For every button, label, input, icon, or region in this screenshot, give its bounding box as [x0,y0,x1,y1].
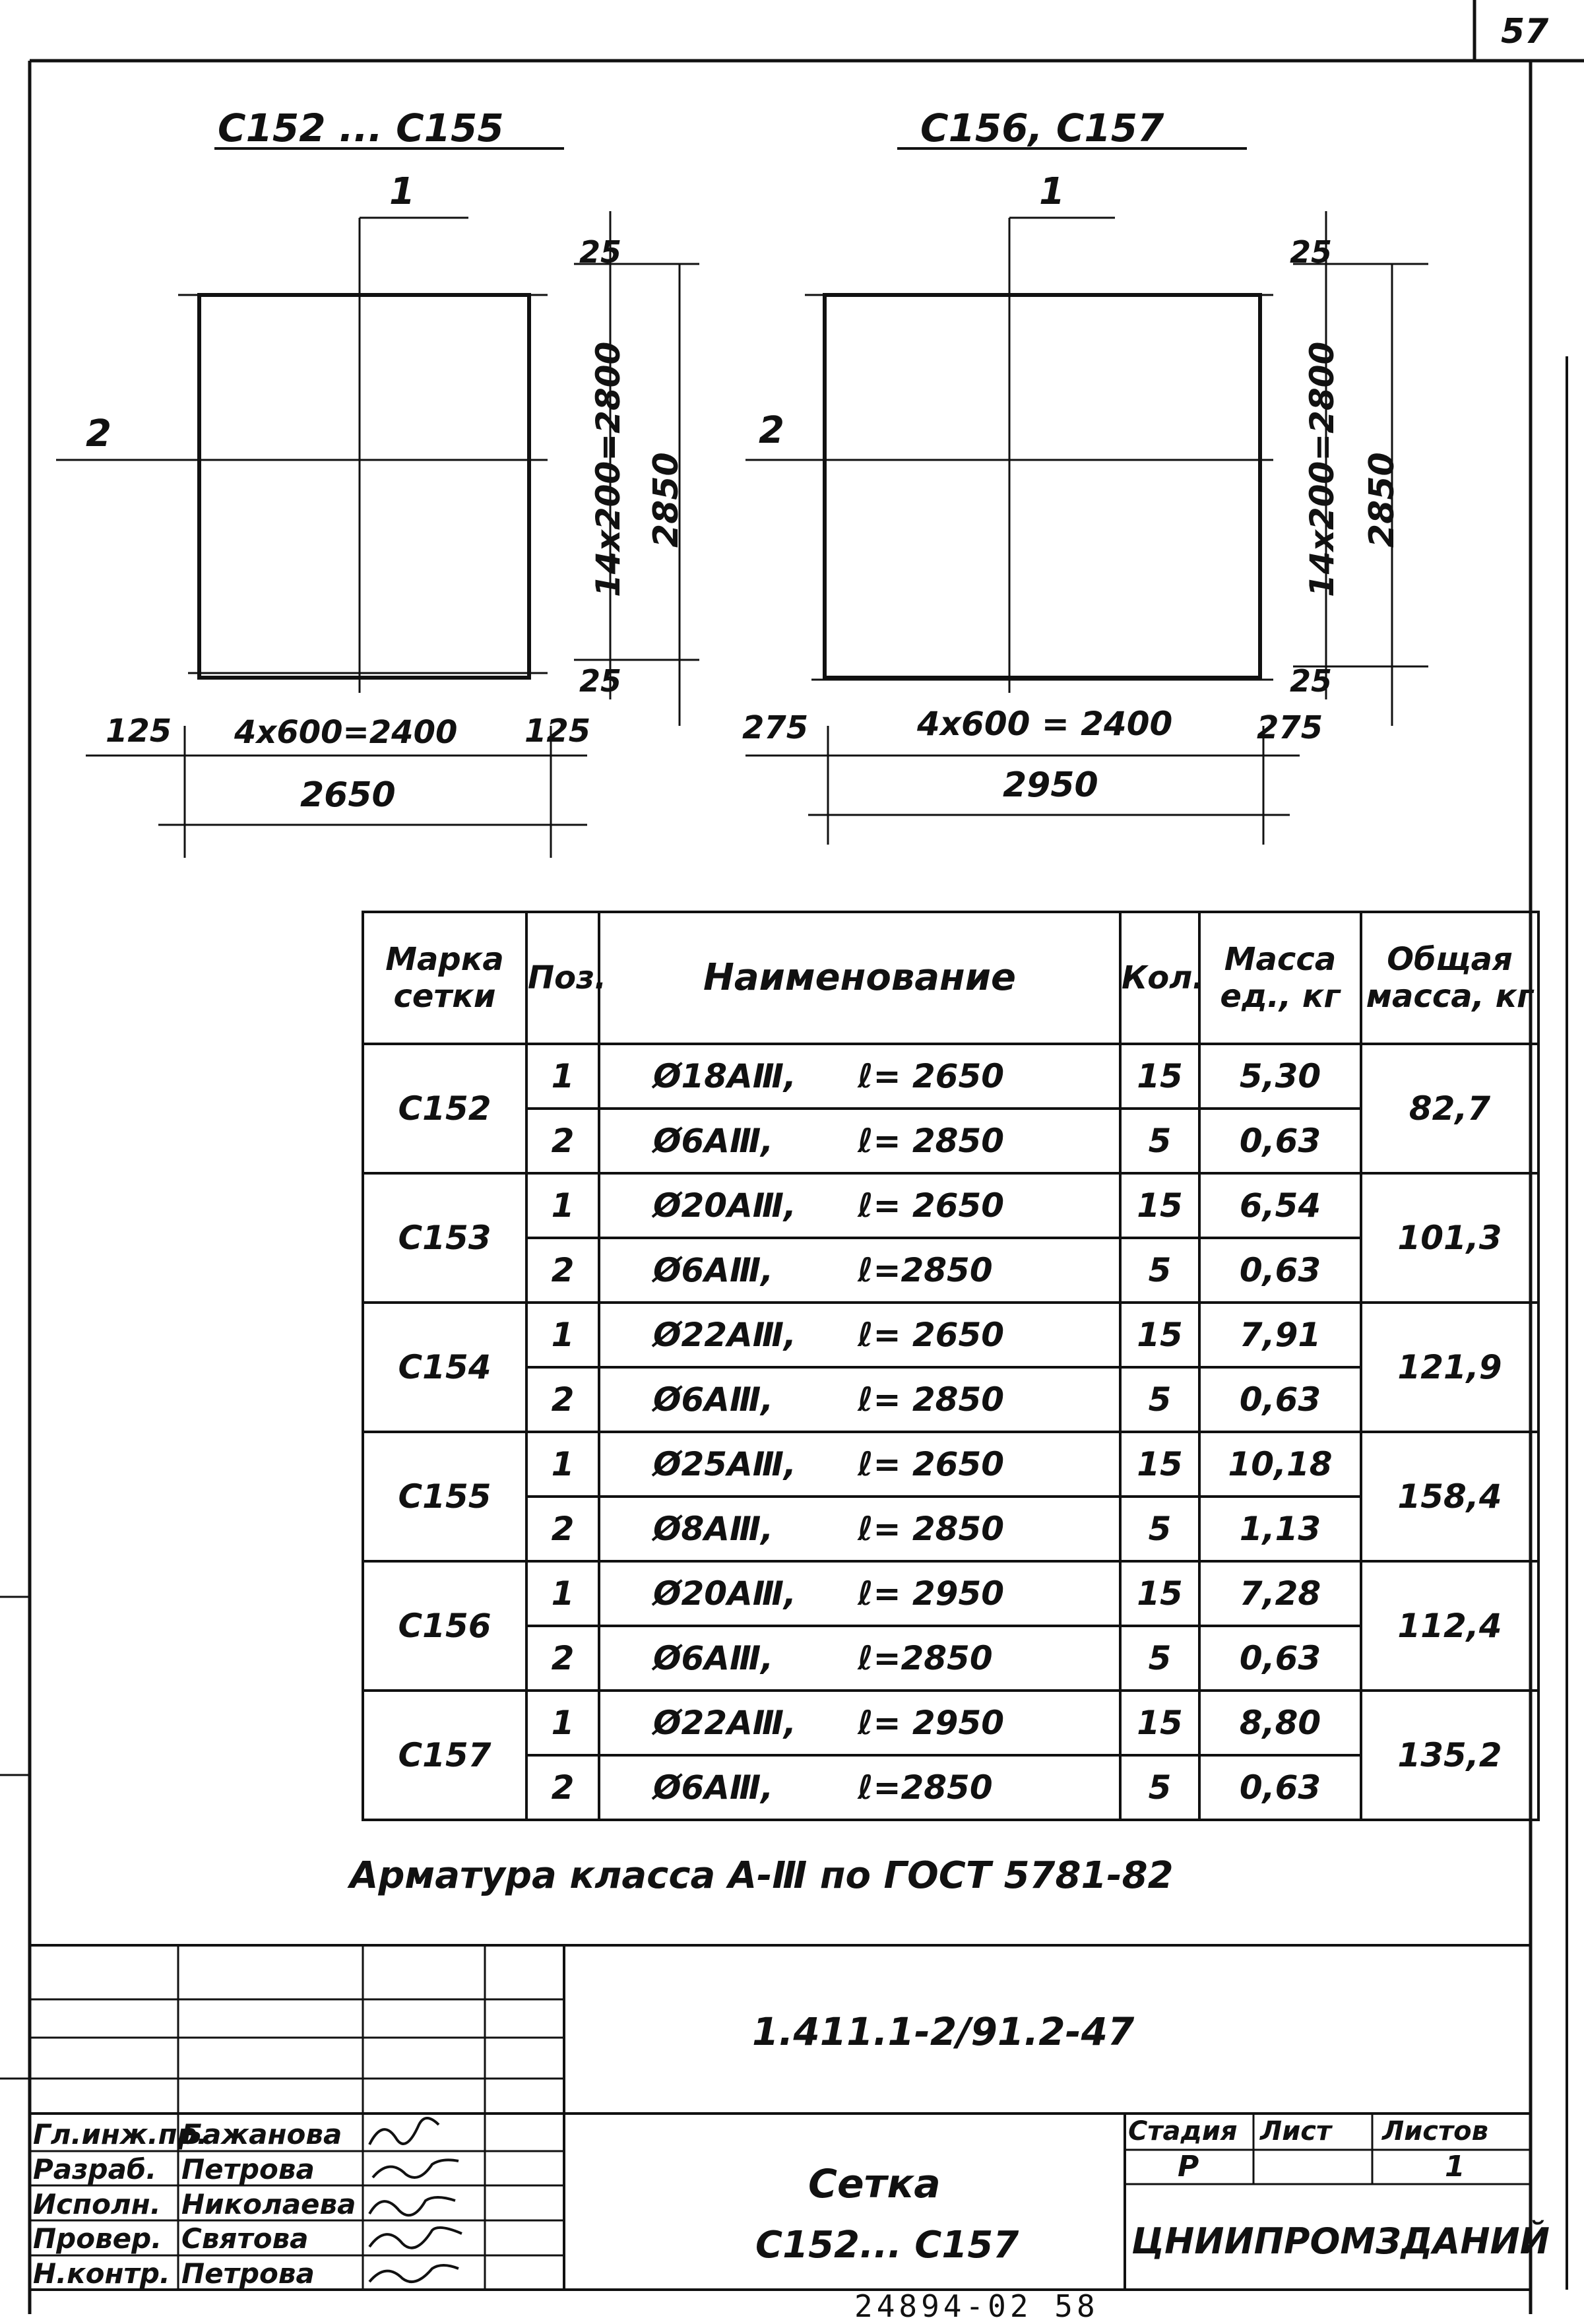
cell-pos: 1 [526,1303,599,1367]
staff-role: Разраб. [33,2153,157,2185]
organization: ЦНИИПРОМЗДАНИЙ [1131,2220,1550,2262]
cell-name [599,1303,1120,1367]
bar-length: ℓ= 2650 [858,1186,1005,1225]
cell-unit-mass: 10,18 [1199,1432,1361,1497]
drawing2-section-2: 2 [759,409,784,452]
header-total-mass: Общая масса, кг [1361,912,1538,1044]
cell-mark: С156 [363,1561,526,1691]
bar-length: ℓ= 2950 [858,1574,1005,1613]
cell-unit-mass: 0,63 [1199,1755,1361,1820]
drawing2-dim-vertical-inner: 14х200=2800 [1303,341,1341,597]
cell-unit-mass: 0,63 [1199,1367,1361,1432]
cell-unit-mass: 5,30 [1199,1044,1361,1109]
sheet-number: 57 [1501,12,1549,51]
cell-pos: 2 [526,1755,599,1820]
cell-mark: С157 [363,1691,526,1820]
cell-qty: 15 [1120,1044,1199,1109]
drawing2-dim-left: 275 [742,709,809,746]
cell-mark: С153 [363,1173,526,1303]
header-pos: Поз. [526,912,599,1044]
header-qty: Кол. [1120,912,1199,1044]
cell-pos: 2 [526,1367,599,1432]
cell-pos: 1 [526,1561,599,1626]
drawing2-dim-horizontal-total: 2950 [1003,765,1098,805]
cell-mark: С154 [363,1303,526,1432]
table-header-row [363,912,1538,1044]
staff-name: Бажанова [181,2118,342,2150]
drawing1-dim-left: 125 [106,713,172,750]
staff-role: Исполн. [33,2188,161,2220]
bar-length: ℓ= 2650 [858,1057,1005,1095]
cell-name [599,1173,1120,1238]
table-row [363,1432,1538,1497]
drawing1-section-2: 2 [86,412,111,455]
bar-spec: Ø20АⅢ, [653,1574,797,1613]
document-code: 1.411.1-2/91.2-47 [752,2009,1135,2054]
cell-pos: 1 [526,1691,599,1755]
bar-length: ℓ= 2950 [858,1704,1005,1742]
cell-qty: 5 [1120,1109,1199,1173]
cell-total-mass: 101,3 [1361,1173,1538,1303]
cell-name [599,1367,1120,1432]
cell-unit-mass: 6,54 [1199,1173,1361,1238]
drawing1-title: С152 ... С155 [218,106,504,150]
cell-qty: 5 [1120,1755,1199,1820]
cell-total-mass: 112,4 [1361,1561,1538,1691]
staff-name: Николаева [181,2188,356,2220]
bar-length: ℓ= 2850 [858,1122,1005,1160]
cell-qty: 15 [1120,1691,1199,1755]
bar-spec: Ø6АⅢ, [653,1251,774,1289]
bar-spec: Ø22АⅢ, [653,1704,797,1742]
cell-pos: 2 [526,1109,599,1173]
drawing1-dim-horizontal-inner: 4х600=2400 [234,714,458,751]
table-row [363,1561,1538,1626]
cell-qty: 5 [1120,1497,1199,1561]
bar-length: ℓ= 2650 [858,1445,1005,1483]
cell-qty: 5 [1120,1367,1199,1432]
cell-qty: 5 [1120,1238,1199,1303]
cell-pos: 1 [526,1173,599,1238]
cell-total-mass: 82,7 [1361,1044,1538,1173]
cell-qty: 15 [1120,1561,1199,1626]
cell-mark: С155 [363,1432,526,1561]
bar-length: ℓ=2850 [858,1639,993,1677]
stage-value: Р [1178,2150,1199,2183]
drawing1-dim-right: 125 [524,713,591,750]
drawing1-dim-top: 25 [579,234,622,270]
cell-name [599,1109,1120,1173]
cell-name [599,1691,1120,1755]
bar-spec: Ø6АⅢ, [653,1380,774,1419]
staff-role: Н.контр. [33,2257,170,2290]
cell-pos: 1 [526,1044,599,1109]
archive-code: 24894-02 58 [854,2288,1099,2324]
bar-length: ℓ= 2650 [858,1316,1005,1354]
drawing1-dim-bottom: 25 [579,663,622,699]
bar-spec: Ø6АⅢ, [653,1768,774,1807]
cell-name [599,1497,1120,1561]
document-title-line1: Сетка [808,2161,941,2207]
staff-name: Петрова [181,2257,315,2290]
bar-spec: Ø18АⅢ, [653,1057,797,1095]
table-row [363,1173,1538,1238]
staff-name: Петрова [181,2153,315,2185]
table-row [363,1044,1538,1109]
header-name: Наименование [599,912,1120,1044]
cell-qty: 15 [1120,1303,1199,1367]
sheets-value: 1 [1445,2150,1465,2183]
cell-name [599,1238,1120,1303]
drawing2-section-1: 1 [1039,170,1065,213]
sheet-label: Лист [1260,2116,1332,2146]
drawing1-dim-vertical-inner: 14х200=2800 [589,341,627,597]
cell-unit-mass: 7,28 [1199,1561,1361,1626]
drawing1-dim-horizontal-total: 2650 [300,775,396,815]
cell-unit-mass: 7,91 [1199,1303,1361,1367]
header-unit-mass: Масса ед., кг [1199,912,1361,1044]
cell-unit-mass: 8,80 [1199,1691,1361,1755]
cell-pos: 1 [526,1432,599,1497]
cell-pos: 2 [526,1497,599,1561]
cell-pos: 2 [526,1238,599,1303]
staff-role: Провер. [33,2222,162,2255]
drawing2-title: С156, С157 [920,106,1164,150]
bar-spec: Ø8АⅢ, [653,1510,774,1548]
header-mark: Марка сетки [363,912,526,1044]
cell-qty: 5 [1120,1626,1199,1691]
cell-name [599,1755,1120,1820]
drawing2-dim-top: 25 [1290,234,1333,270]
cell-mark: С152 [363,1044,526,1173]
staff-name: Святова [181,2222,309,2255]
stage-label: Стадия [1128,2116,1238,2146]
reinforcement-note: Арматура класса А-Ⅲ по ГОСТ 5781-82 [350,1854,1174,1897]
cell-name [599,1561,1120,1626]
cell-unit-mass: 1,13 [1199,1497,1361,1561]
bar-spec: Ø6АⅢ, [653,1122,774,1160]
bar-length: ℓ= 2850 [858,1380,1005,1419]
cell-pos: 2 [526,1626,599,1691]
cell-unit-mass: 0,63 [1199,1109,1361,1173]
drawing2-dim-right: 275 [1257,709,1323,746]
drawing2-dim-horizontal-inner: 4х600 = 2400 [917,705,1173,743]
bar-spec: Ø6АⅢ, [653,1639,774,1677]
drawing2-dim-vertical-total: 2850 [1362,452,1402,548]
bar-spec: Ø20АⅢ, [653,1186,797,1225]
cell-name [599,1626,1120,1691]
cell-total-mass: 121,9 [1361,1303,1538,1432]
specification-table [362,911,1540,1821]
bar-length: ℓ=2850 [858,1768,993,1807]
cell-total-mass: 158,4 [1361,1432,1538,1561]
bar-length: ℓ=2850 [858,1251,993,1289]
cell-total-mass: 135,2 [1361,1691,1538,1820]
cell-qty: 15 [1120,1432,1199,1497]
cell-name [599,1432,1120,1497]
bar-spec: Ø25АⅢ, [653,1445,797,1483]
bar-length: ℓ= 2850 [858,1510,1005,1548]
bar-spec: Ø22АⅢ, [653,1316,797,1354]
cell-qty: 15 [1120,1173,1199,1238]
sheets-label: Листов [1382,2116,1488,2146]
cell-name [599,1044,1120,1109]
table-row [363,1303,1538,1367]
cell-unit-mass: 0,63 [1199,1238,1361,1303]
drawing2-dim-bottom: 25 [1290,663,1333,699]
cell-unit-mass: 0,63 [1199,1626,1361,1691]
drawing1-dim-vertical-total: 2850 [647,452,686,548]
table-row [363,1691,1538,1755]
document-title-line2: С152... С157 [755,2224,1019,2267]
staff-role: Гл.инж.пр. [33,2118,208,2150]
drawing1-section-1: 1 [389,170,415,213]
